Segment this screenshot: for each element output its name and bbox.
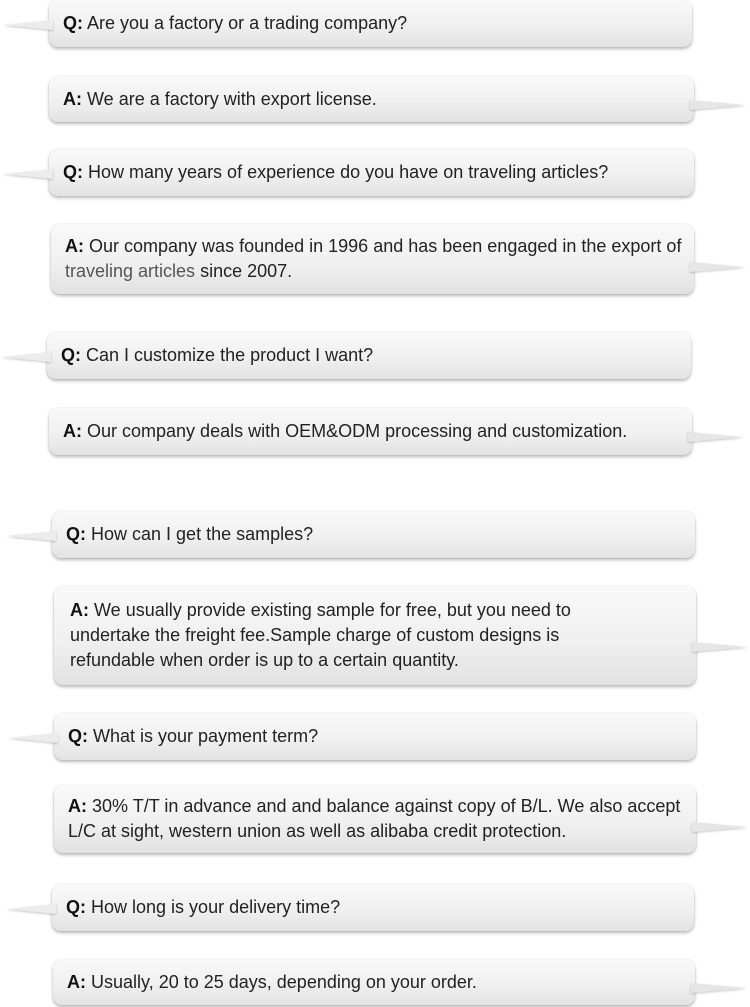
answer-text — [65, 234, 684, 284]
answer-label: A: — [63, 421, 82, 441]
speech-tail-right — [690, 262, 746, 272]
answer-text — [63, 87, 377, 112]
speech-tail-right — [690, 100, 746, 110]
faq-question-bubble — [54, 713, 696, 760]
speech-tail-left — [1, 352, 51, 362]
speech-tail-right — [692, 822, 748, 832]
question-label: Q: — [66, 897, 86, 917]
faq-question-bubble — [52, 884, 694, 931]
speech-tail-left — [8, 733, 58, 743]
faq-answer-bubble — [49, 76, 694, 122]
question-body: How can I get the samples? — [91, 524, 314, 544]
question-text — [63, 160, 608, 185]
answer-label: A: — [68, 796, 87, 816]
faq-answer-bubble — [54, 586, 696, 685]
answer-text — [70, 598, 626, 673]
speech-tail-left — [3, 169, 53, 179]
question-label: Q: — [63, 13, 83, 33]
answer-body: We are a factory with export license. — [87, 88, 377, 109]
question-label: Q: — [61, 345, 81, 365]
faq-answer-bubble — [54, 785, 696, 853]
question-body: Are you a factory or a trading company? — [87, 13, 408, 33]
answer-text — [67, 970, 477, 995]
answer-body-start: Our company was founded in 1996 and has been engaged in the export of — [89, 236, 682, 256]
speech-tail-right — [688, 432, 744, 442]
question-text — [63, 11, 407, 36]
answer-text — [68, 794, 686, 844]
question-body: Can I customize the product I want? — [86, 345, 374, 365]
faq-question-bubble — [49, 149, 694, 196]
faq-answer-bubble — [49, 408, 692, 455]
faq-question-bubble — [47, 332, 691, 379]
answer-body: Usually, 20 to 25 days, depending on your order. — [91, 971, 477, 992]
answer-body-end: since 2007. — [195, 261, 293, 281]
speech-tail-left — [3, 20, 53, 30]
answer-body: 30% T/T in advance and and balance against copy of B/L. We also accept L/C at sight, western union as well as alibaba credit protection. — [68, 796, 681, 841]
speech-tail-left — [6, 531, 56, 541]
question-text — [61, 343, 373, 368]
faq-question-bubble — [49, 0, 692, 47]
speech-tail-right — [692, 642, 748, 652]
question-text — [66, 522, 313, 547]
question-text — [66, 895, 340, 920]
answer-body: Our company deals with OEM&ODM processing and customization. — [87, 421, 628, 441]
answer-label: A: — [63, 88, 82, 109]
answer-text — [63, 419, 627, 444]
question-text — [68, 724, 318, 749]
question-body: How long is your delivery time? — [91, 897, 341, 917]
speech-tail-left — [6, 904, 56, 914]
question-label: Q: — [68, 726, 88, 746]
faq-answer-bubble — [51, 224, 694, 294]
answer-label: A: — [70, 600, 89, 620]
answer-label: A: — [67, 971, 86, 992]
faq-answer-bubble — [53, 959, 695, 1005]
faq-question-bubble — [52, 511, 695, 558]
question-label: Q: — [63, 162, 83, 182]
answer-label: A: — [65, 236, 84, 256]
question-body: What is your payment term? — [93, 726, 319, 746]
question-body: How many years of experience do you have on traveling articles? — [88, 162, 609, 182]
answer-body: We usually provide existing sample for free, but you need to undertake the freight fee.Sample charge of custom designs is refundable when order is up to a certain quantity. — [70, 600, 571, 670]
speech-tail-right — [691, 983, 747, 993]
question-label: Q: — [66, 524, 86, 544]
answer-highlight: traveling articles — [65, 261, 196, 281]
